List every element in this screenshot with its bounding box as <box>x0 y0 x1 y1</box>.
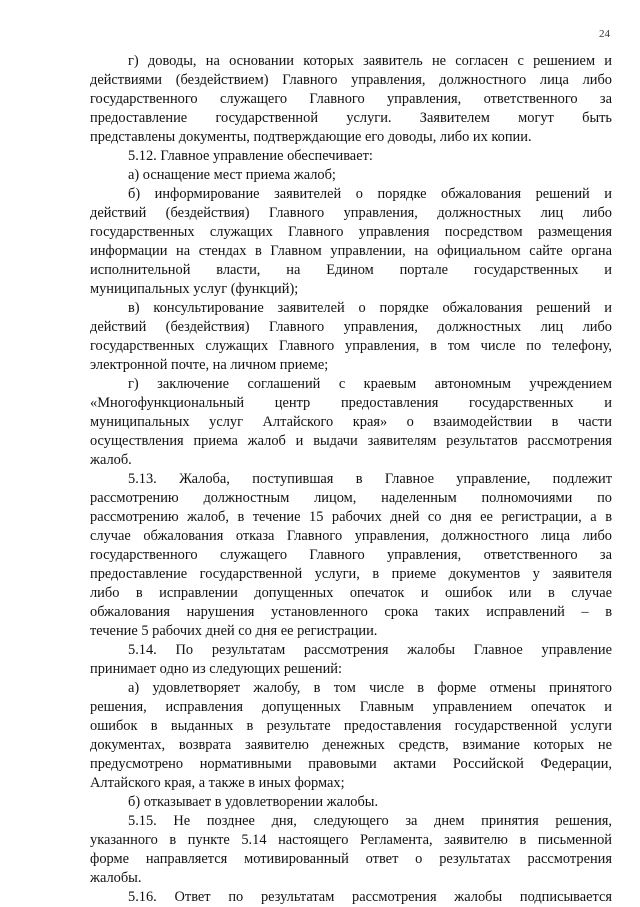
text-line: обжалования нарушения установленного срока таких исправлений – в <box>90 604 612 620</box>
document-body <box>90 52 612 907</box>
text-line: «Многофункциональный центр предоставления государственных и <box>90 395 612 411</box>
text-line: Алтайского края, а также в иных формах; <box>90 775 345 791</box>
text-line: а) оснащение мест приема жалоб; <box>128 167 336 183</box>
text-line: документах, возврата заявителю денежных средств, взимание которых не <box>90 737 612 753</box>
text-line: а) удовлетворяет жалобу, в том числе в форме отмены принятого <box>128 680 612 696</box>
text-line: исполнительной власти, на Едином портале государственных и <box>90 262 612 278</box>
text-line: б) информирование заявителей о порядке обжалования решений и <box>128 186 612 202</box>
text-line: представлены документы, подтверждающие его доводы, либо их копии. <box>90 129 532 145</box>
text-line: 5.15. Не позднее дня, следующего за днем принятия решения, <box>128 813 612 829</box>
text-line: действиями (бездействием) Главного управления, должностного лица либо <box>90 72 612 88</box>
text-line: осуществления приема жалоб и выдачи заявителям результатов рассмотрения <box>90 433 612 449</box>
text-line: г) доводы, на основании которых заявитель не согласен с решением и <box>128 53 612 69</box>
text-line: рассмотрению жалоб, в течение 15 рабочих дней со дня ее регистрации, а в <box>90 509 612 525</box>
text-line: решения, исправления допущенных Главным управлением опечаток и <box>90 699 612 715</box>
text-line: указанного в пункте 5.14 настоящего Регламента, заявителю в письменной <box>90 832 612 848</box>
text-line: б) отказывает в удовлетворении жалобы. <box>128 794 379 810</box>
text-line: форме направляется мотивированный ответ о результатах рассмотрения <box>90 851 612 867</box>
text-line: муниципальных услуг Алтайского края» о взаимодействии в части <box>90 414 612 430</box>
text-line: жалоб. <box>90 452 132 468</box>
text-line: действий (бездействия) Главного управления, должностных лиц либо <box>90 319 612 335</box>
text-line: 5.14. По результатам рассмотрения жалобы Главное управление <box>128 642 612 658</box>
text-line: в) консультирование заявителей о порядке обжалования решений и <box>128 300 612 316</box>
text-line: предусмотрено нормативными правовыми актами Российской Федерации, <box>90 756 612 772</box>
text-line: муниципальных услуг (функций); <box>90 281 299 297</box>
text-line: государственных служащих Главного управления посредством размещения <box>90 224 612 240</box>
text-line: ошибок в выданных в результате предоставления государственной услуги <box>90 718 612 734</box>
text-line: течение 5 рабочих дней со дня ее регистрации. <box>90 623 378 639</box>
text-line: информации на стендах в Главном управлении, на официальном сайте органа <box>90 243 612 259</box>
text-line: действий (бездействия) Главного управления, должностных лиц либо <box>90 205 612 221</box>
text-line: 5.13. Жалоба, поступившая в Главное управление, подлежит <box>128 471 612 487</box>
text-line: г) заключение соглашений с краевым автономным учреждением <box>128 376 612 392</box>
text-line: 5.16. Ответ по результатам рассмотрения жалобы подписывается <box>128 889 612 905</box>
page-number: 24 <box>599 28 610 40</box>
text-line: государственного служащего Главного управления, ответственного за <box>90 91 612 107</box>
text-line: государственных служащих Главного управления, в том числе по телефону, <box>90 338 612 354</box>
text-line: принимает одно из следующих решений: <box>90 661 343 677</box>
text-line: рассмотрению должностным лицом, наделенным полномочиями по <box>90 490 612 506</box>
text-line: 5.12. Главное управление обеспечивает: <box>128 148 373 164</box>
text-line: государственного служащего Главного управления, ответственного за <box>90 547 612 563</box>
text-line: либо в исправлении допущенных опечаток и ошибок или в случае <box>90 585 612 601</box>
text-line: предоставление государственной услуги, в приеме документов у заявителя <box>90 566 612 582</box>
text-line: электронной почте, на личном приеме; <box>90 357 329 373</box>
text-line: предоставление государственной услуги. Заявителем могут быть <box>90 110 612 126</box>
text-line: жалобы. <box>90 870 142 886</box>
text-line: случае обжалования отказа Главного управления, должностного лица либо <box>90 528 612 544</box>
